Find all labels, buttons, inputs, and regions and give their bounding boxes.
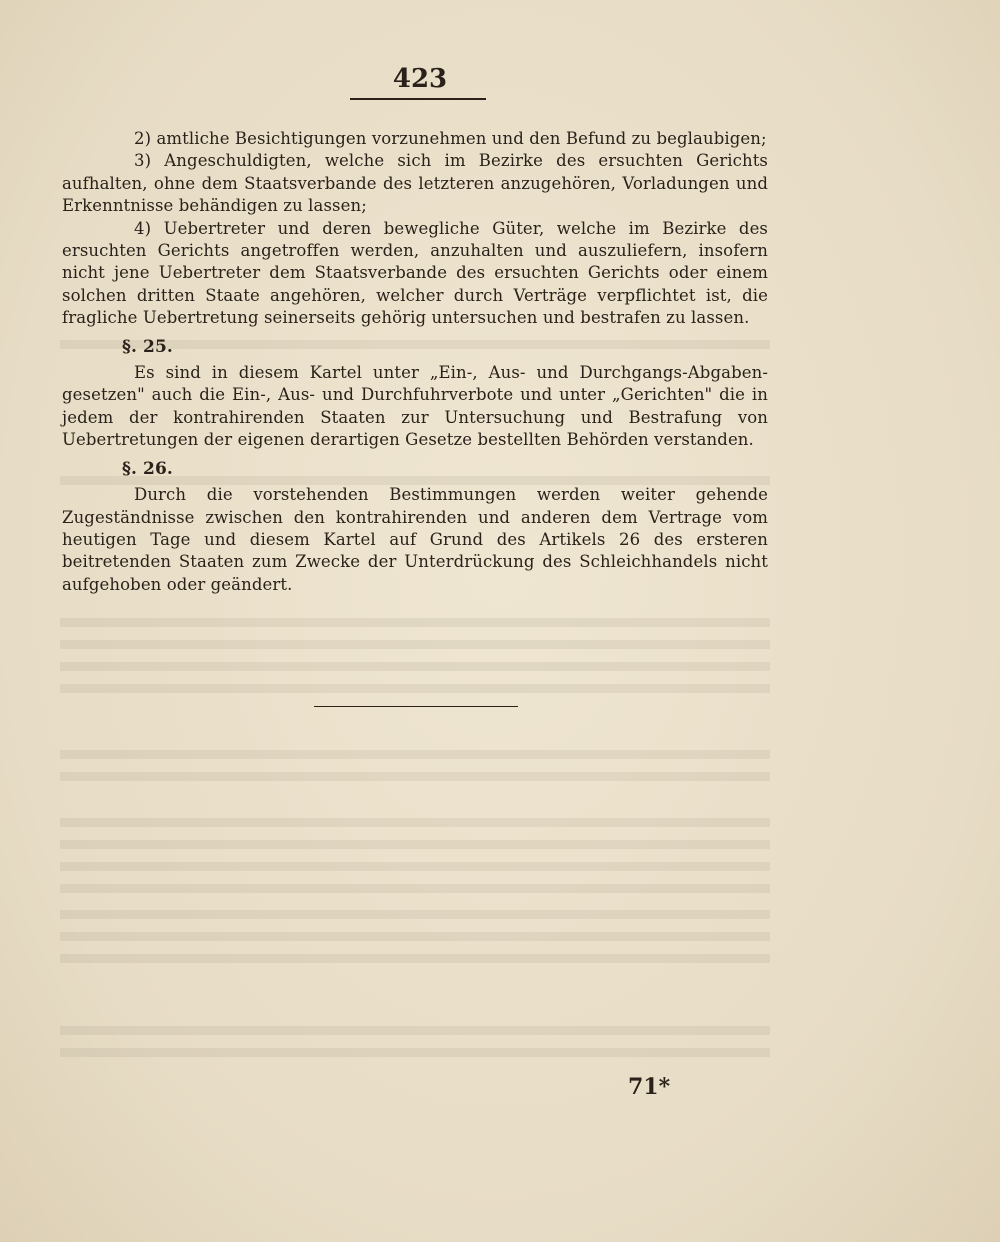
section-heading-26: §. 26. (122, 458, 173, 479)
bleed-through-line (60, 684, 770, 693)
bleed-through-line (60, 1026, 770, 1035)
bleed-through-line (60, 884, 770, 893)
page-number: 423 (392, 64, 448, 94)
body-text (62, 128, 768, 596)
bleed-through-line (60, 840, 770, 849)
bleed-through-line (60, 954, 770, 963)
bleed-through-line (60, 772, 770, 781)
section-text-25: Es sind in diesem Kartel unter „Ein-, Aus- und Durchgangs-Abgaben-gesetzen" auch die Ein-, Aus- und Durchfuhrverbote und unter „Gerichten" die in jedem der kontrahirenden Staaten zur Untersuchung und Bestrafung von Uebertretungen der eigenen derartigen Gesetze bestellten Behörden verstanden. (62, 363, 768, 450)
bleed-through-line (60, 910, 770, 919)
footer-rule (314, 706, 518, 707)
bleed-through-line (60, 618, 770, 627)
list-item-2: 2) amtliche Besichtigungen vorzunehmen und den Befund zu beglaubigen; (134, 129, 767, 148)
list-item-4: 4) Uebertreter und deren bewegliche Güter, welche im Bezirke des ersuchten Gerichts angetroffen werden, anzuhalten und auszuliefern, insofern nicht jene Uebertreter dem Staatsverbande des ersuchten Gerichts oder einem solchen dritten Staate angehören, welcher durch Verträge verpflichtet ist, die fragliche Uebertretung seinerseits gehörig untersuchen und bestrafen zu lassen. (62, 218, 768, 328)
bleed-through-line (60, 640, 770, 649)
bleed-through-line (60, 662, 770, 671)
bleed-through-line (60, 862, 770, 871)
section-heading-25: §. 25. (122, 336, 173, 357)
bleed-through-line (60, 818, 770, 827)
bleed-through-line (60, 932, 770, 941)
list-item-3: 3) Angeschuldigten, welche sich im Bezirke des ersuchten Gerichts aufhalten, ohne dem Staatsverbande des letzteren anzugehören, Vorladungen und Erkenntnisse behändigen zu lassen; (62, 151, 768, 216)
section-text-26: Durch die vorstehenden Bestimmungen werden weiter gehende Zugeständnisse zwischen den kontrahirenden und anderen dem Vertrage vom heutigen Tage und diesem Kartel auf Grund des Artikels 26 des ersteren beitretenden Staaten zum Zwecke der Unterdrückung des Schleichhandels nicht aufgehoben oder geändert. (62, 485, 768, 594)
signature-mark: 71* (628, 1074, 671, 1100)
bleed-through-line (60, 1048, 770, 1057)
header-rule (350, 98, 486, 100)
bleed-through-line (60, 750, 770, 759)
